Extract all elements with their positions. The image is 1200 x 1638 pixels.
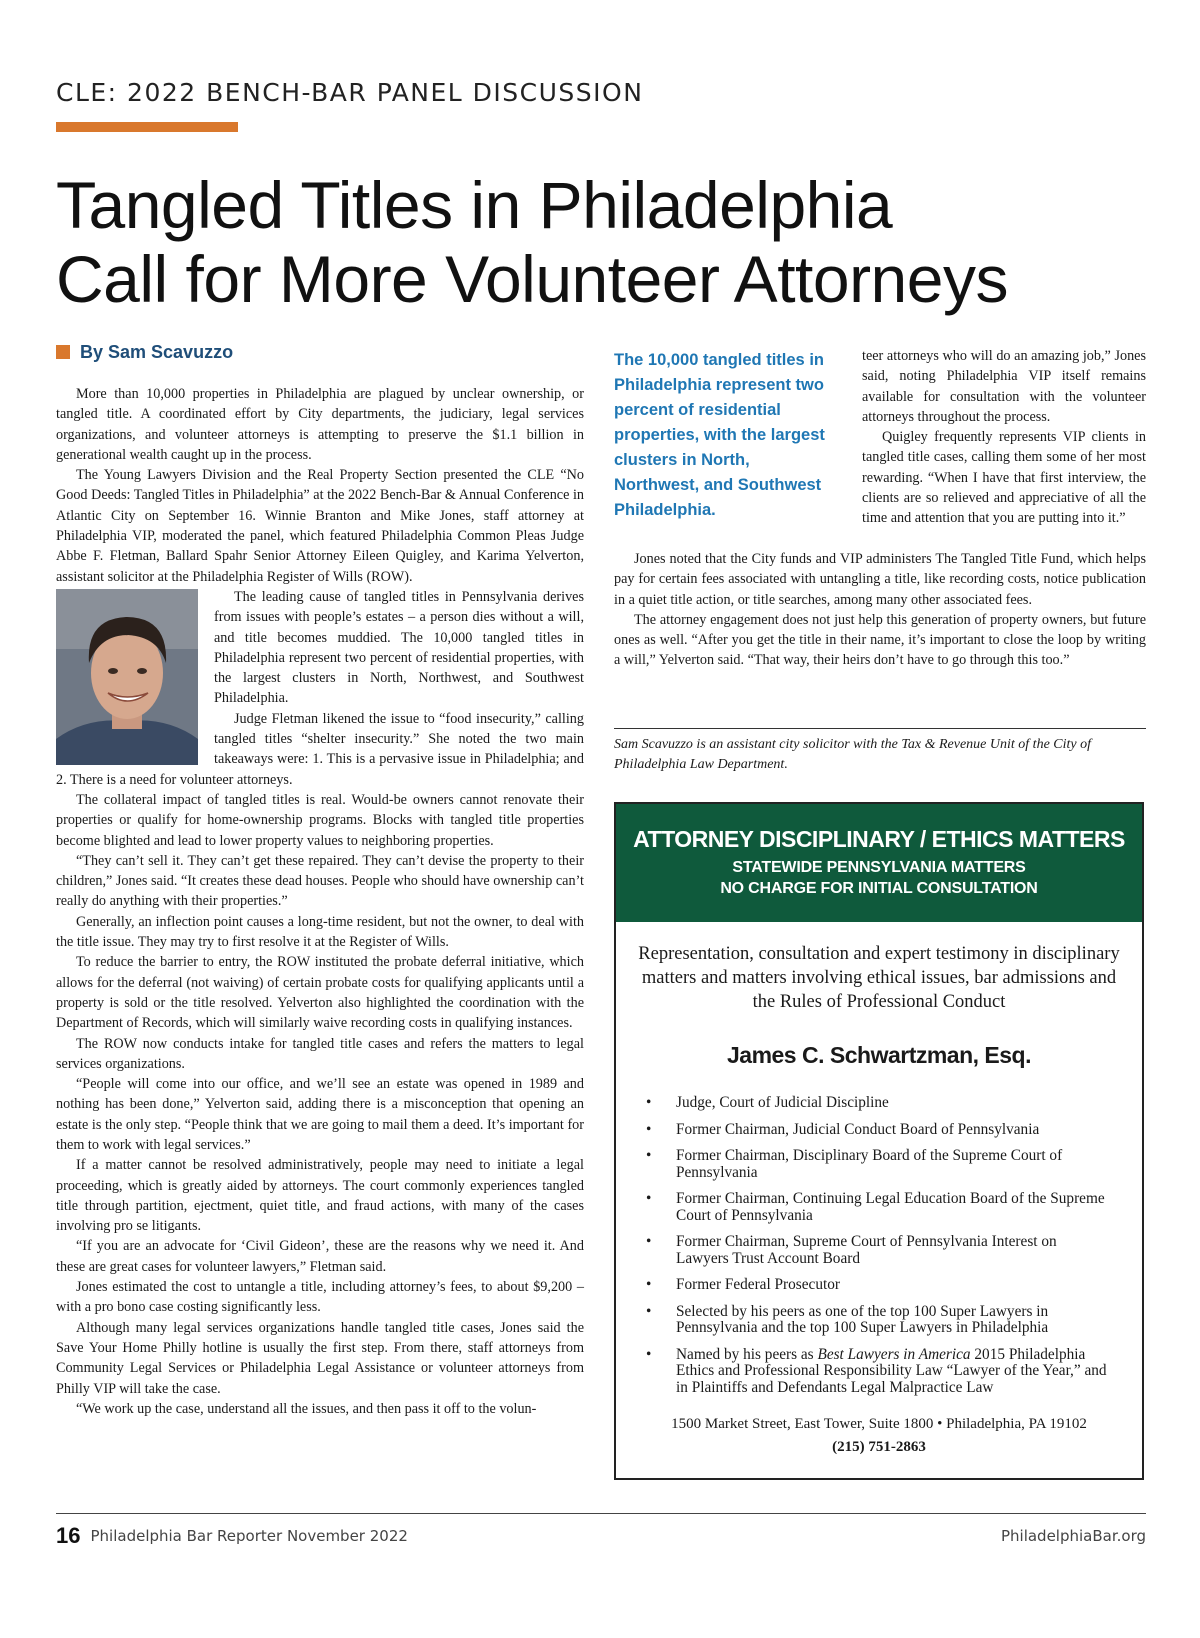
list-item: • Former Chairman, Judicial Conduct Board of Pennsylvania bbox=[646, 1122, 1112, 1139]
list-item: • Selected by his peers as one of the top 100 Super Lawyers in Pennsylvania and the top 100 Super Lawyers in Philadelphia bbox=[646, 1304, 1112, 1337]
list-item: • Judge, Court of Judicial Discipline bbox=[646, 1095, 1112, 1112]
paragraph: If a matter cannot be resolved administratively, people may need to initiate a legal proceeding, which is greatly aided by attorneys. The court commonly experiences tangled title through partition, ejectment, quiet title, and fraud actions, with many of the cases involving pro se litigants. bbox=[56, 1157, 584, 1235]
ad-address: 1500 Market Street, East Tower, Suite 1800 • Philadelphia, PA 19102 bbox=[671, 1416, 1087, 1432]
ad-header bbox=[616, 804, 1142, 922]
left-column bbox=[56, 384, 584, 1419]
paragraph: The Young Lawyers Division and the Real Property Section presented the CLE “No Good Deeds: Tangled Titles in Philadelphia” at the 2022 Bench-Bar & Annual Conference in Atlantic City on September 16. Winnie Branton and Mike Jones, staff attorney at Philadelphia VIP, moderated the panel, which featured Philadelphia Common Pleas Judge Abbe F. Fletman, Ballard Spahr Senior Attorney Eileen Quigley, and Karima Yelverton, assistant solicitor at the Philadelphia Register of Wills (ROW). bbox=[56, 467, 584, 585]
paragraph: The collateral impact of tangled titles is real. Would-be owners cannot renovate their properties or qualify for home-ownership programs. Blocks with tangled title properties become blighted and lead to lower property values to neighboring properties. bbox=[56, 791, 584, 849]
list-item-text: Named by his peers as bbox=[676, 1345, 818, 1363]
paragraph: Jones estimated the cost to untangle a title, including attorney’s fees, to about $9,200 – with a pro bono case costing significantly less. bbox=[56, 1279, 584, 1316]
author-bio: Sam Scavuzzo is an assistant city solicitor with the Tax & Revenue Unit of the City of Philadelphia Law Department. bbox=[614, 737, 1091, 772]
portrait-image-icon bbox=[56, 589, 198, 765]
page-footer bbox=[56, 1523, 1146, 1549]
headline-line-2: Call for More Volunteer Attorneys bbox=[56, 242, 1008, 316]
byline-square-icon bbox=[56, 345, 70, 359]
section-accent-rule bbox=[56, 122, 238, 132]
paragraph: “If you are an advocate for ‘Civil Gideon’, these are the reasons why we need it. And these are great cases for volunteer lawyers,” Fletman said. bbox=[56, 1238, 584, 1275]
list-item: • Former Federal Prosecutor bbox=[646, 1277, 1112, 1294]
section-label: CLE: 2022 BENCH-BAR PANEL DISCUSSION bbox=[56, 78, 644, 107]
publication-name: Philadelphia Bar Reporter November 2022 bbox=[90, 1527, 408, 1545]
paragraph: teer attorneys who will do an amazing job,” Jones said, noting Philadelphia VIP itself remains available for consultation with the volunteer attorneys throughout the process. bbox=[862, 348, 1146, 425]
paragraph: “They can’t sell it. They can’t get these repaired. They can’t devise the property to their children,” Jones said. “It creates these dead houses. People who should have ownership can’t really do anything with their properties.” bbox=[56, 852, 584, 910]
list-item-emphasis: Best Lawyers in America bbox=[817, 1345, 971, 1363]
right-column-bottom bbox=[614, 549, 1146, 671]
author-photo bbox=[56, 589, 198, 765]
advertisement bbox=[614, 802, 1144, 1480]
paragraph: More than 10,000 properties in Philadelphia are plagued by unclear ownership, or tangled title. A coordinated effort by City departments, the judiciary, legal services organizations, and volunteer attorneys is attempting to preserve the $1.1 billion in generational wealth caught up in the process. bbox=[56, 386, 584, 463]
list-item bbox=[646, 1347, 1112, 1397]
page-number: 16 bbox=[56, 1523, 81, 1548]
list-item-text: 2015 Philadelphia Ethics and Professional Responsibility Law “Lawyer of the Year,” and in Plaintiffs and Defendants Legal Malpractice Law bbox=[676, 1345, 1107, 1396]
list-item: • Former Chairman, Supreme Court of Pennsylvania Interest on Lawyers Trust Account Board bbox=[646, 1234, 1112, 1267]
paragraph: Although many legal services organizations handle tangled title cases, Jones said the Save Your Home Philly hotline is usually the first step. From there, staff attorneys from Community Legal Services or Philadelphia Legal Assistance or volunteer attorneys from Philly VIP will take the case. bbox=[56, 1319, 584, 1397]
headline-line-1: Tangled Titles in Philadelphia bbox=[56, 168, 893, 242]
pull-quote: The 10,000 tangled titles in Philadelphia represent two percent of residential properties, with the largest clusters in North, Northwest, and Southwest Philadelphia. bbox=[614, 351, 825, 519]
footer-divider bbox=[56, 1513, 1146, 1514]
paragraph: Judge Fletman likened the issue to “food insecurity,” calling tangled titles “shelter insecurity.” She noted the two main takeaways were: 1. This is a pervasive issue in Philadelphia; and 2. There is a need for volunteer attorneys. bbox=[56, 710, 584, 788]
paragraph: The ROW now conducts intake for tangled title cases and refers the matters to legal services organizations. bbox=[56, 1035, 584, 1072]
ad-subtitle-2: NO CHARGE FOR INITIAL CONSULTATION bbox=[720, 880, 1038, 897]
ad-intro: Representation, consultation and expert testimony in disciplinary matters and matters involving ethical issues, bar admissions and the Rules of Professional Conduct bbox=[638, 944, 1120, 1012]
paragraph: “We work up the case, understand all the issues, and then pass it off to the volun- bbox=[76, 1400, 537, 1417]
paragraph: The leading cause of tangled titles in Pennsylvania derives from issues with people’s estates – a person dies without a will, and title becomes muddied. The 10,000 tangled titles in Philadelphia represent two percent of residential properties, with the largest clusters in North, Northwest, and Southwest Philadelphia. bbox=[214, 588, 584, 707]
ad-phone: (215) 751-2863 bbox=[832, 1439, 926, 1455]
bio-divider bbox=[614, 728, 1146, 729]
paragraph: To reduce the barrier to entry, the ROW instituted the probate deferral initiative, which allows for the deferral (not waiving) of certain probate costs for qualifying applicants until a property is sold or the title resolved. Yelverton also highlighted the coordination with the Department of Records, which will similarly waive recording costs in qualifying instances. bbox=[56, 954, 584, 1032]
paragraph: Quigley frequently represents VIP clients in tangled title cases, calling them some of her most rewarding. “When I have that first interview, the clients are so relieved and appreciative of all the time and attention that you are putting into it.” bbox=[862, 429, 1146, 527]
byline-text: By Sam Scavuzzo bbox=[80, 342, 234, 362]
ad-subtitle-1: STATEWIDE PENNSYLVANIA MATTERS bbox=[732, 859, 1026, 876]
headline bbox=[56, 168, 1156, 316]
website-link[interactable]: PhiladelphiaBar.org bbox=[1000, 1527, 1146, 1545]
list-item: • Former Chairman, Continuing Legal Education Board of the Supreme Court of Pennsylvania bbox=[646, 1191, 1112, 1224]
paragraph: Jones noted that the City funds and VIP administers The Tangled Title Fund, which helps pay for certain fees associated with untangling a title, like recording costs, notice publication in a quiet title action, or title searches, among many other associated fees. bbox=[614, 551, 1146, 608]
paragraph: The attorney engagement does not just help this generation of property owners, but future ones as well. “After you get the title in their name, it’s important to close the loop by writing a will,” Yelverton said. “That way, their heirs don’t have to go through this too.” bbox=[614, 611, 1146, 669]
ad-title: ATTORNEY DISCIPLINARY / ETHICS MATTERS bbox=[633, 826, 1125, 852]
paragraph: “People will come into our office, and we’ll see an estate was opened in 1989 and nothing has been done,” Yelverton said, adding there is a misconception that opening an estate is the only step. “People think that we are going to mail them a deed. It’s important for them to work with legal services.” bbox=[56, 1076, 584, 1153]
paragraph: Generally, an inflection point causes a long-time resident, but not the owner, to deal with the title issue. They may try to first resolve it at the Register of Wills. bbox=[56, 913, 584, 951]
list-item: • Former Chairman, Disciplinary Board of the Supreme Court of Pennsylvania bbox=[646, 1148, 1112, 1181]
right-column-top bbox=[862, 346, 1146, 529]
byline bbox=[56, 342, 233, 363]
ad-credentials-list bbox=[646, 1095, 1112, 1396]
ad-attorney-name: James C. Schwartzman, Esq. bbox=[726, 1042, 1031, 1068]
